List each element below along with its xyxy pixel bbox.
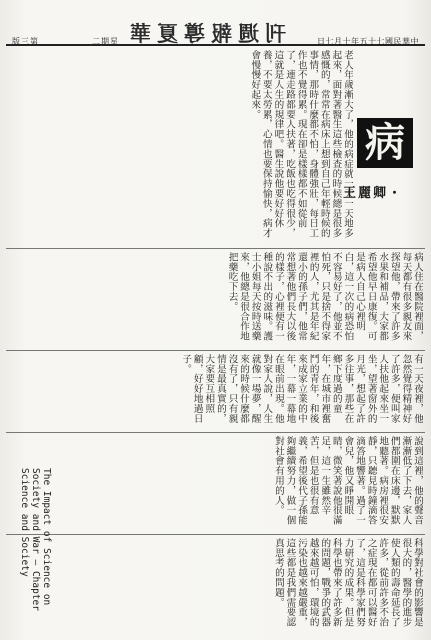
- article-body: [6, 48, 425, 632]
- article-text: 說到這裡，他的聲音漸漸低了下去，家人們都圍在床邊，默默地聽著。病房裡很安靜，只聽見時鐘滴答滴答地響著。過了一會兒，他又睜開眼睛，微笑著說他很滿足，這一生雖然辛苦，但是也很有意義，希望後代子孫能夠繼續努力，做一個對社會有用的人。: [272, 436, 423, 526]
- article-text: 病人住在醫院裡面，每天都有很多親友來探望他，帶來了許多水果和補品，大家都希望他早日康復。可是病人自己心裡明白，這一次的病恐怕不容易好了，他並不怕死，只是捨不得家裡的人，尤其是年紀還小的孫子們，他常常想著他們長大以後的樣子，心裡便有一種說不出的滋味。護士小姐每天按時送藥來，他總是很合作地把藥吃下去。: [226, 252, 423, 342]
- byline: 王麗卿・: [342, 186, 403, 201]
- article-tier: [6, 434, 425, 535]
- article-tier: [6, 250, 425, 351]
- issue-date: 日七月十年五十七國民華中: [317, 37, 419, 46]
- newspaper-title: 刊週報導夏華: [124, 21, 286, 46]
- article-tier: [6, 352, 425, 433]
- english-reference: The Impact of Science on Society and War — Chapter Science and Society: [19, 468, 52, 611]
- article-text: 有一天夜裡，他忽然覺得精神好了許多，便叫家人扶他起來坐一坐，望著窗外的月光，想起了許多往事，那些在鄉下度過的童年，在城市裡奮鬥的青年，和後來成家立業的中年，一幕一幕地在眼前出現。他對家人說，人生就像一場夢，醒來的時候什麼都沒有了，只有親情是最真實的，大家要互相照顧，好好地過日子。: [180, 354, 423, 424]
- page-number: 版三第: [12, 37, 39, 46]
- article-text: 老人年歲漸大了，他的病症就一天一天地多起來，面對著醫生這些檢查的時候總是很多感慨的，常常在病床上想到自己年輕時候的事情，那時什麼都不怕，身體強壯，每日工作也不覺得累。現在卻是樣樣都不如從前了，連走路都要人扶著，吃飯也吃得很少，這就是人生的規律吧。醫生說他要好好休養，不要太勞累，心情也要保持愉快，病才會慢慢好起來。: [249, 50, 353, 239]
- headline-block: [342, 78, 417, 258]
- headline: 病: [357, 118, 413, 168]
- article-tier: [6, 536, 425, 630]
- issue-weekday: 二期星: [92, 37, 119, 46]
- masthead: [6, 8, 425, 46]
- article-text: 科學對社會的影響是很大的，醫學的進步使人類的壽命延長了許多，從前許多不治之症現在都可以醫好了，這是科學家們努力研究的成果。但是科學也帶來了許多新的問題，戰爭的武器越來越可怕，環境的污染也越來越嚴重，這些都是我們需要認真思考的問題。: [272, 538, 423, 628]
